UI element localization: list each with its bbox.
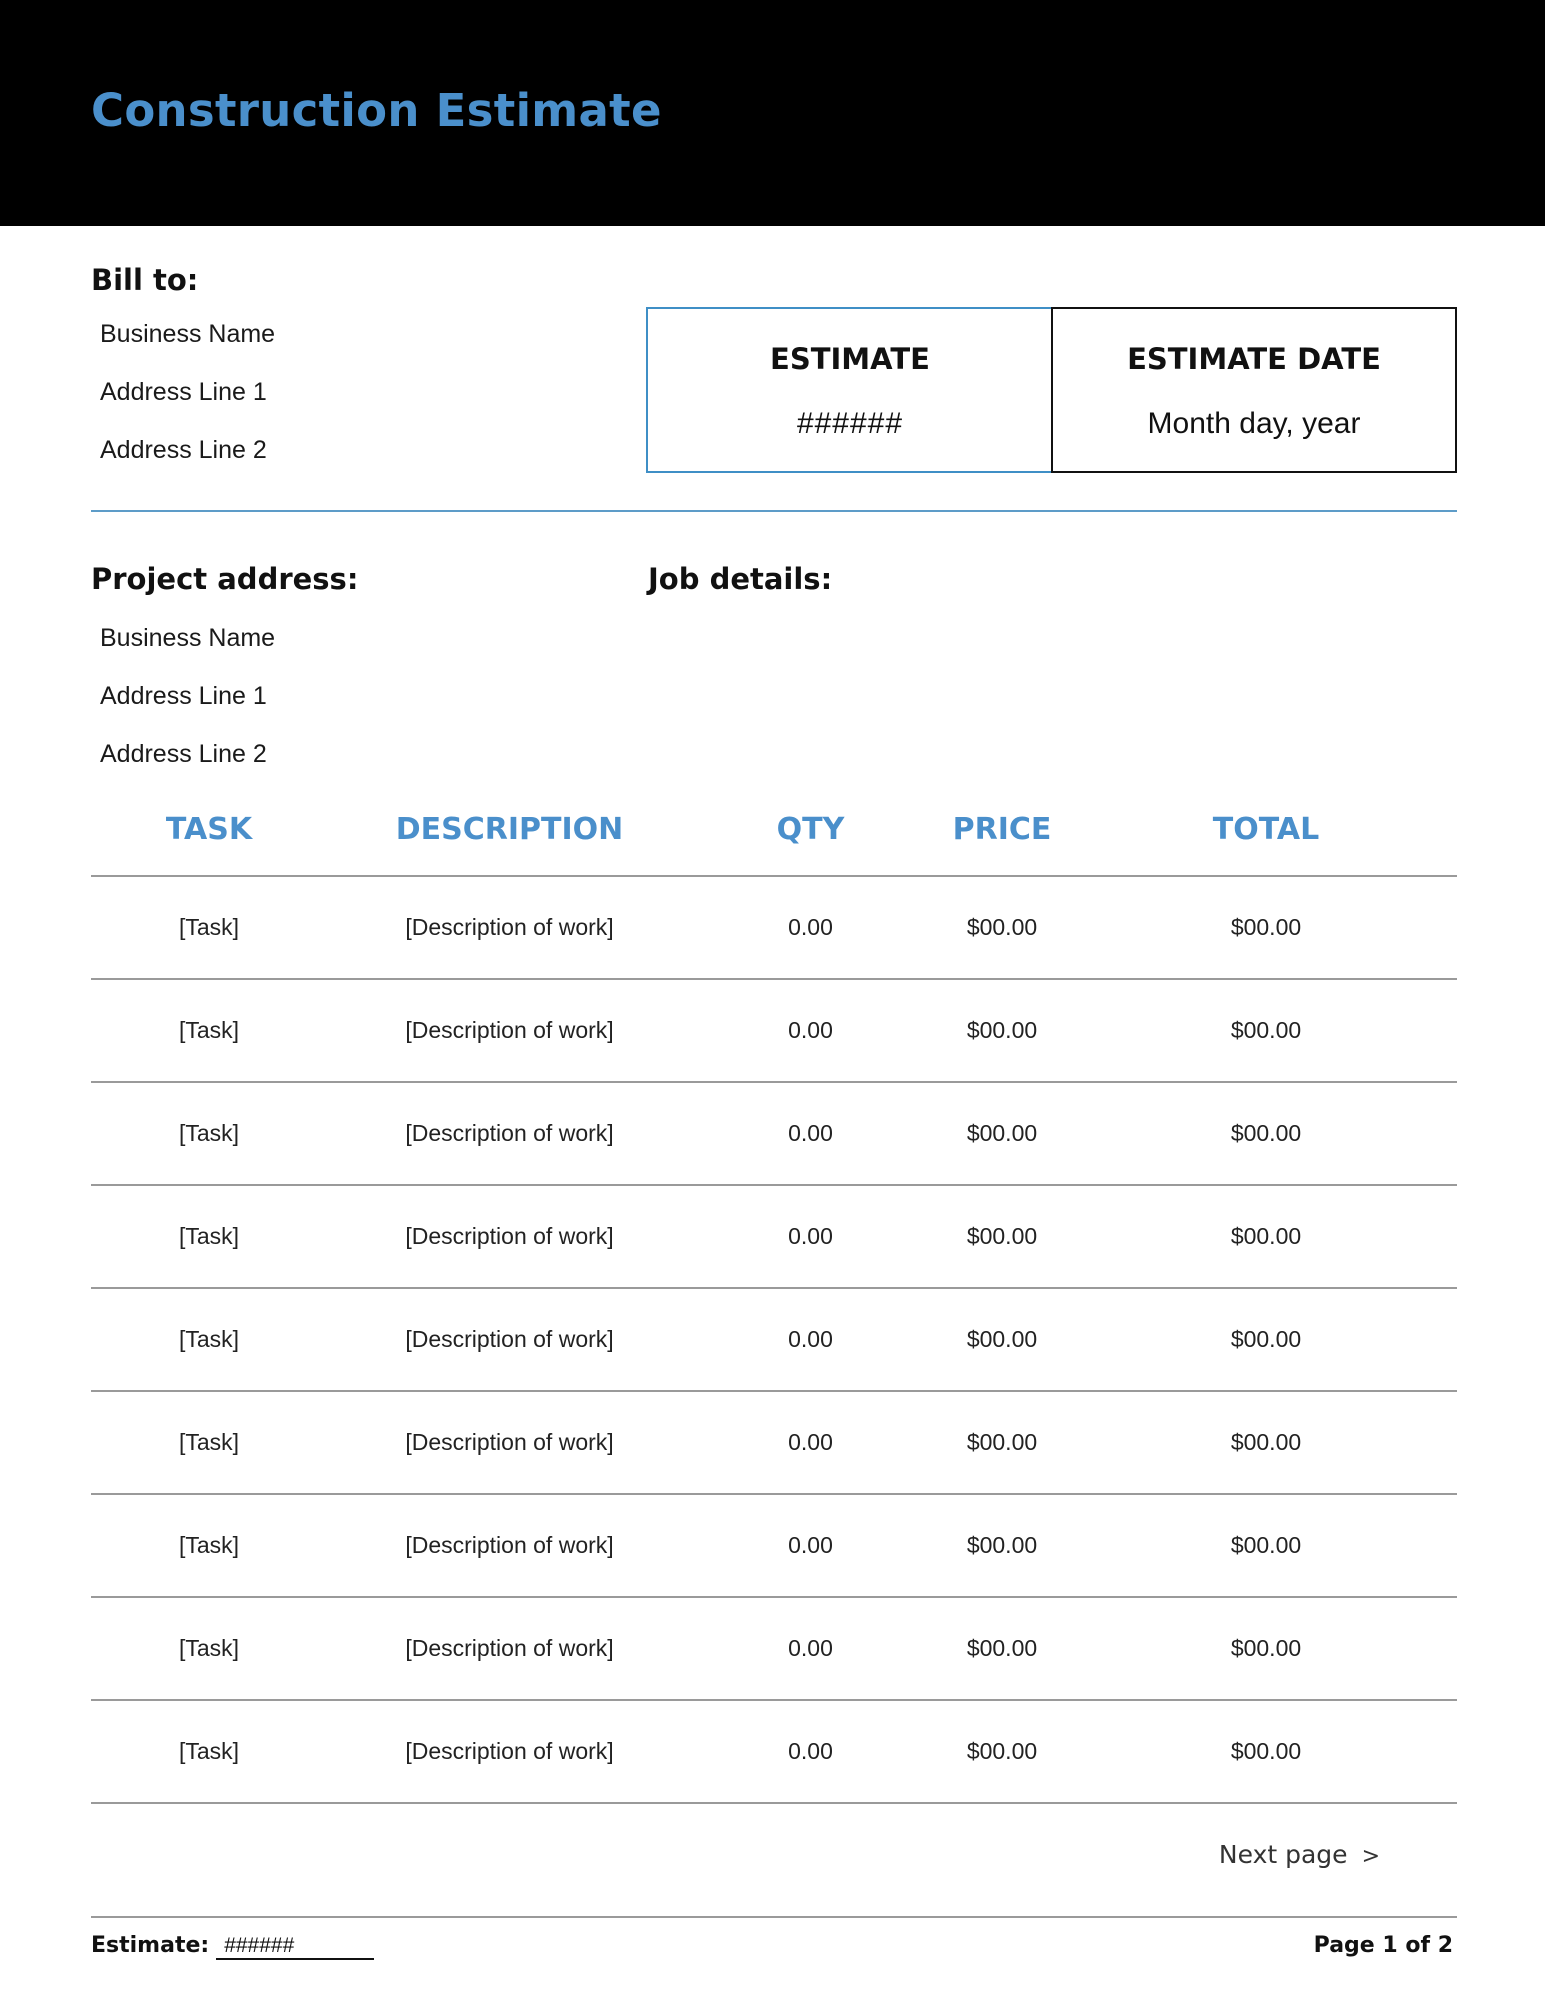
qty-cell: 0.00 xyxy=(788,1738,833,1764)
page-indicator: Page 1 of 2 xyxy=(1313,1933,1453,1958)
task-cell: [Task] xyxy=(178,1017,240,1043)
column-header-task: TASK xyxy=(165,812,253,847)
price-cell: $00.00 xyxy=(966,1532,1038,1558)
qty-cell: 0.00 xyxy=(788,1326,833,1352)
job-details-heading: Job details: xyxy=(648,562,833,596)
column-header-qty: QTY xyxy=(776,812,845,847)
estimate-date-label: ESTIMATE DATE xyxy=(1127,342,1381,376)
price-cell: $00.00 xyxy=(966,1635,1038,1661)
price-cell: $00.00 xyxy=(966,1738,1038,1764)
task-cell: [Task] xyxy=(178,1223,240,1249)
bill-to-address-line-2: Address Line 2 xyxy=(100,436,267,464)
qty-cell: 0.00 xyxy=(788,1120,833,1146)
estimate-number-box xyxy=(646,307,1052,473)
qty-cell: 0.00 xyxy=(788,1635,833,1661)
line-items-table xyxy=(91,800,1457,1804)
column-header-price: PRICE xyxy=(952,812,1052,847)
document-title: Construction Estimate xyxy=(91,84,662,137)
total-cell: $00.00 xyxy=(1230,914,1302,940)
bill-to-address-line-1: Address Line 1 xyxy=(100,378,267,406)
price-cell: $00.00 xyxy=(966,1326,1038,1352)
price-cell: $00.00 xyxy=(966,1120,1038,1146)
total-cell: $00.00 xyxy=(1230,1223,1302,1249)
table-row xyxy=(91,1701,1457,1804)
table-row xyxy=(91,980,1457,1083)
estimate-number: ###### xyxy=(796,407,904,440)
description-cell: [Description of work] xyxy=(405,1429,614,1455)
description-cell: [Description of work] xyxy=(405,1120,614,1146)
footer-divider xyxy=(91,1916,1457,1918)
qty-cell: 0.00 xyxy=(788,914,833,940)
task-cell: [Task] xyxy=(178,1429,240,1455)
header-band xyxy=(0,0,1545,226)
task-cell: [Task] xyxy=(178,1738,240,1764)
description-cell: [Description of work] xyxy=(405,1017,614,1043)
table-row xyxy=(91,1598,1457,1701)
price-cell: $00.00 xyxy=(966,914,1038,940)
description-cell: [Description of work] xyxy=(405,1326,614,1352)
footer-estimate-label: Estimate: xyxy=(91,1933,210,1958)
footer-estimate xyxy=(91,1933,374,1960)
table-row xyxy=(91,1186,1457,1289)
table-row xyxy=(91,1392,1457,1495)
footer-estimate-number: ###### xyxy=(216,1934,374,1960)
price-cell: $00.00 xyxy=(966,1017,1038,1043)
qty-cell: 0.00 xyxy=(788,1429,833,1455)
task-cell: [Task] xyxy=(178,914,240,940)
project-address-line-1: Address Line 1 xyxy=(100,682,267,710)
next-page-link[interactable] xyxy=(1219,1840,1380,1869)
table-row xyxy=(91,1495,1457,1598)
estimate-date-value: Month day, year xyxy=(1147,407,1361,440)
task-cell: [Task] xyxy=(178,1326,240,1352)
total-cell: $00.00 xyxy=(1230,1017,1302,1043)
table-row xyxy=(91,877,1457,980)
total-cell: $00.00 xyxy=(1230,1635,1302,1661)
task-cell: [Task] xyxy=(178,1120,240,1146)
table-header xyxy=(91,800,1457,877)
bill-to-business-name: Business Name xyxy=(100,320,276,348)
column-header-total: TOTAL xyxy=(1212,812,1320,847)
section-divider xyxy=(91,510,1457,512)
description-cell: [Description of work] xyxy=(405,914,614,940)
project-address-heading: Project address: xyxy=(91,562,359,596)
description-cell: [Description of work] xyxy=(405,1223,614,1249)
total-cell: $00.00 xyxy=(1230,1326,1302,1352)
project-address-line-2: Address Line 2 xyxy=(100,740,267,768)
chevron-right-icon: > xyxy=(1361,1844,1380,1869)
table-row xyxy=(91,1083,1457,1186)
project-business-name: Business Name xyxy=(100,624,276,652)
table-row xyxy=(91,1289,1457,1392)
next-page-label: Next page xyxy=(1218,1840,1348,1869)
qty-cell: 0.00 xyxy=(788,1532,833,1558)
estimate-date-box xyxy=(1051,307,1457,473)
price-cell: $00.00 xyxy=(966,1223,1038,1249)
estimate-label: ESTIMATE xyxy=(770,342,930,376)
qty-cell: 0.00 xyxy=(788,1223,833,1249)
task-cell: [Task] xyxy=(178,1635,240,1661)
bill-to-heading: Bill to: xyxy=(91,263,199,297)
total-cell: $00.00 xyxy=(1230,1532,1302,1558)
description-cell: [Description of work] xyxy=(405,1635,614,1661)
column-header-description: DESCRIPTION xyxy=(395,812,624,847)
total-cell: $00.00 xyxy=(1230,1429,1302,1455)
qty-cell: 0.00 xyxy=(788,1017,833,1043)
description-cell: [Description of work] xyxy=(405,1738,614,1764)
total-cell: $00.00 xyxy=(1230,1120,1302,1146)
task-cell: [Task] xyxy=(178,1532,240,1558)
total-cell: $00.00 xyxy=(1230,1738,1302,1764)
description-cell: [Description of work] xyxy=(405,1532,614,1558)
price-cell: $00.00 xyxy=(966,1429,1038,1455)
